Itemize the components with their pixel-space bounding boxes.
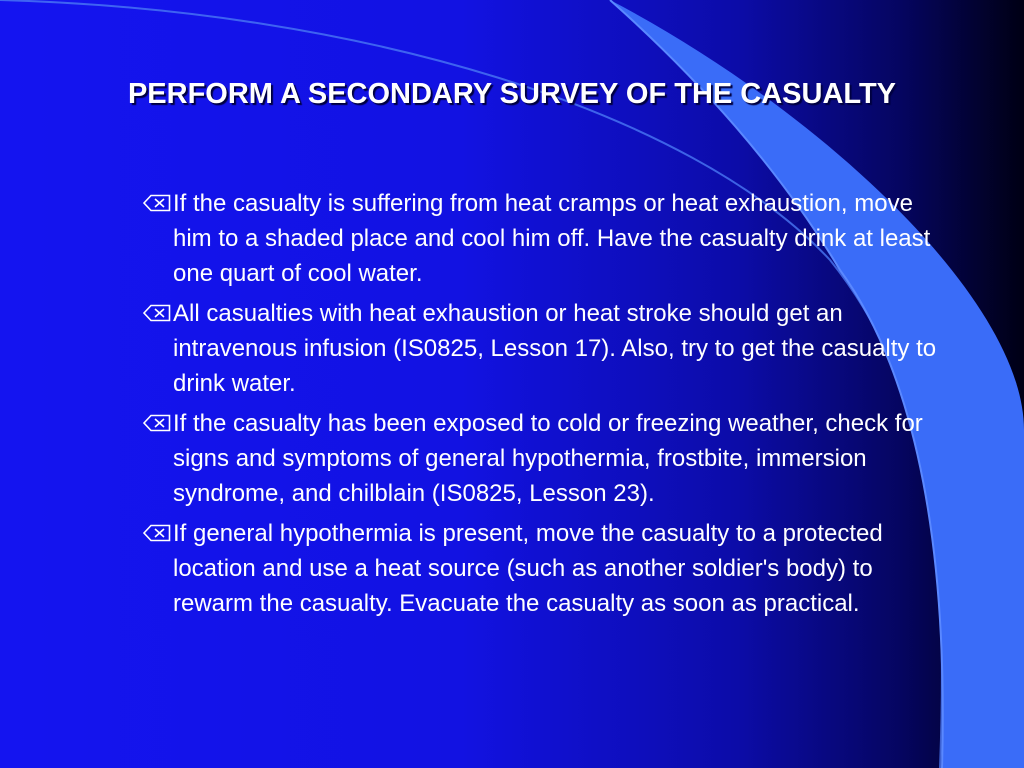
- delete-left-icon: [143, 524, 171, 542]
- bullet-text: If general hypothermia is present, move the casualty to a protected location and use a heat source (such as another soldier's body) to rewarm the casualty. Evacuate the casualty as soon as practical.: [173, 520, 883, 617]
- list-item: [140, 516, 940, 621]
- bullet-text: If the casualty is suffering from heat cramps or heat exhaustion, move him to a shaded place and cool him off. Have the casualty drink at least one quart of cool water.: [173, 190, 931, 287]
- delete-left-icon: [143, 194, 171, 212]
- bullet-text: All casualties with heat exhaustion or heat stroke should get an intravenous infusion (IS0825, Lesson 17). Also, try to get the casualty to drink water.: [173, 300, 937, 397]
- bullet-text: If the casualty has been exposed to cold or freezing weather, check for signs and symptoms of general hypothermia, frostbite, immersion syndrome, and chilblain (IS0825, Lesson 23).: [173, 410, 923, 507]
- delete-left-icon: [143, 414, 171, 432]
- list-item: [140, 406, 940, 511]
- list-item: [140, 296, 940, 401]
- list-item: [140, 186, 940, 291]
- bullet-list: [140, 186, 940, 626]
- delete-left-icon: [143, 304, 171, 322]
- page-title: PERFORM A SECONDARY SURVEY OF THE CASUALTY: [127, 78, 897, 110]
